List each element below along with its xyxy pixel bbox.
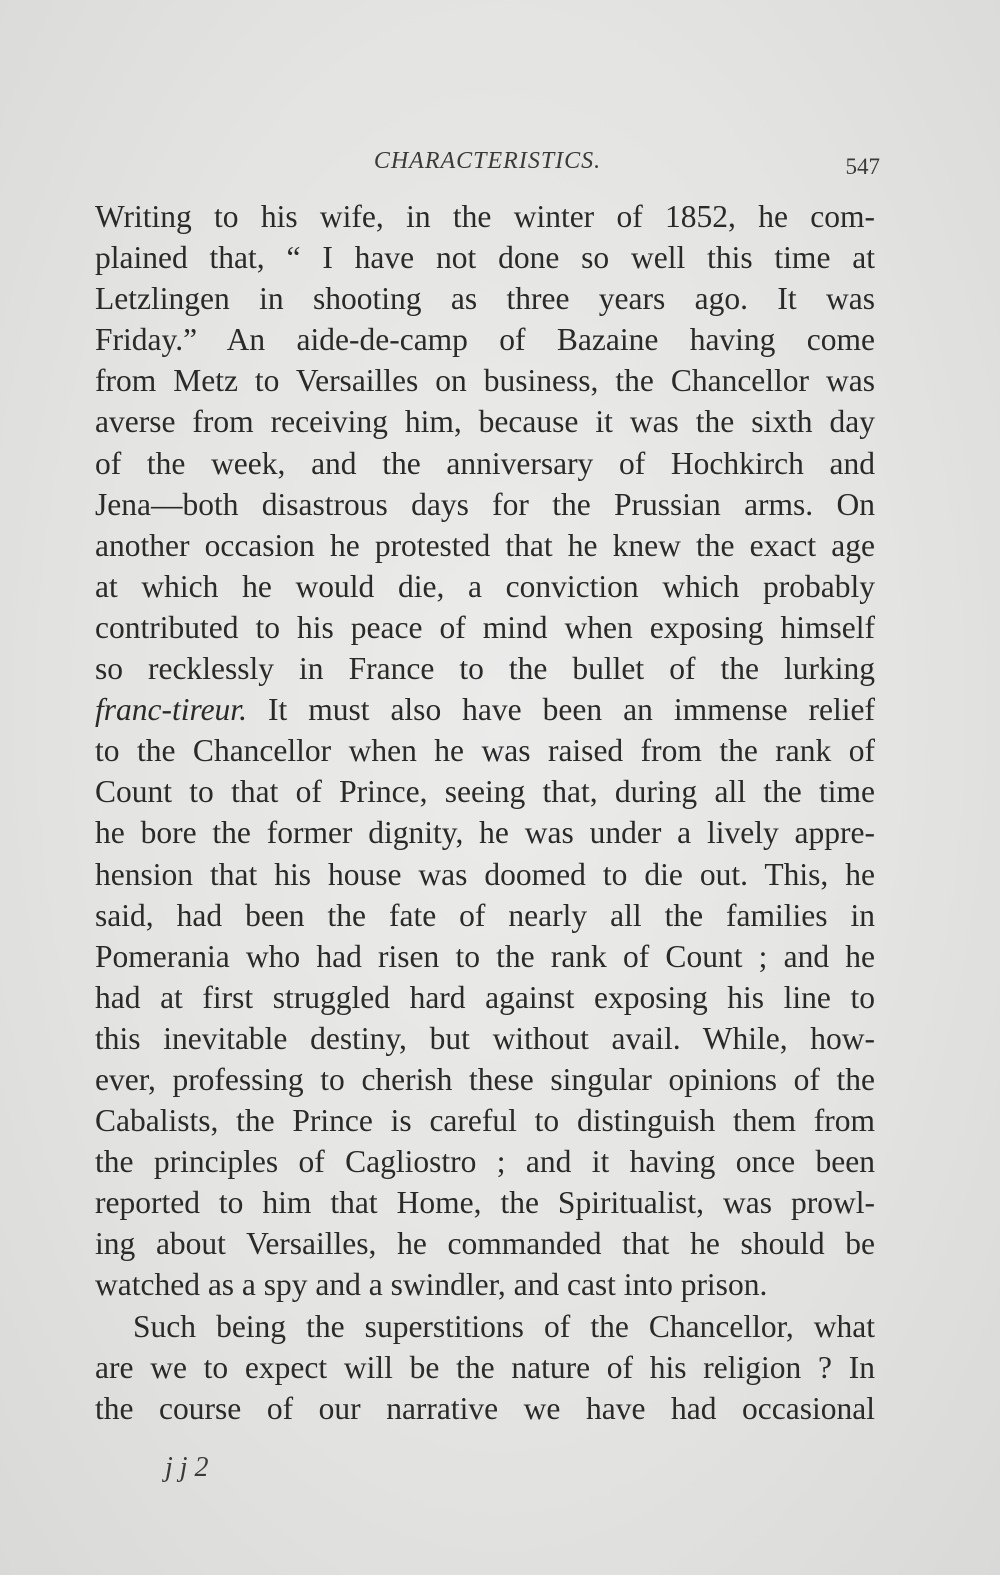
- text-line: averse from receiving him, because it was the sixth day: [95, 404, 875, 440]
- running-title: CHARACTERISTICS.: [373, 148, 602, 174]
- text-line: at which he would die, a conviction which probably: [95, 568, 875, 604]
- text-line: the principles of Cagliostro ; and it having once been: [95, 1144, 875, 1180]
- text-line: Writing to his wife, in the winter of 1852, he com-: [95, 199, 875, 234]
- text-line: Jena—both disastrous days for the Prussian arms. On: [95, 486, 875, 522]
- text-line: hension that his house was doomed to die out. This, he: [95, 856, 875, 892]
- text-line: of the week, and the anniversary of Hochkirch and: [95, 445, 875, 481]
- text-line: Pomerania who had risen to the rank of Count ; and he: [95, 938, 875, 974]
- signature-mark: j j 2: [165, 1452, 209, 1483]
- text-line: the course of our narrative we have had occasional: [95, 1390, 875, 1426]
- text-line: so recklessly in France to the bullet of the lurking: [95, 651, 875, 687]
- text-line: this inevitable destiny, but without avail. While, how-: [95, 1020, 875, 1056]
- text-line: are we to expect will be the nature of his religion ? In: [95, 1349, 875, 1385]
- page-number: 547: [845, 154, 880, 179]
- text-line-remainder: It must also have been an immense relief: [267, 692, 875, 728]
- text-line: Letzlingen in shooting as three years ago. It was: [95, 281, 875, 317]
- text-line-paragraph-end: watched as a spy and a swindler, and cast into prison.: [95, 1267, 768, 1303]
- text-line-with-italic: [95, 689, 875, 730]
- text-line: ing about Versailles, he commanded that he should be: [95, 1226, 875, 1262]
- text-line: ever, professing to cherish these singular opinions of the: [95, 1061, 875, 1097]
- body-text: [95, 196, 875, 1429]
- text-line: Cabalists, the Prince is careful to distinguish them from: [95, 1103, 875, 1139]
- text-line: he bore the former dignity, he was under a lively appre-: [95, 815, 875, 851]
- text-line: said, had been the fate of nearly all the families in: [95, 897, 875, 933]
- text-line: from Metz to Versailles on business, the Chancellor was: [95, 363, 875, 399]
- text-line-paragraph-start: Such being the superstitions of the Chancellor, what: [133, 1308, 875, 1344]
- text-line: contributed to his peace of mind when exposing himself: [95, 609, 875, 645]
- italic-phrase: franc-tireur.: [95, 692, 247, 728]
- text-line: Friday.” An aide-de-camp of Bazaine having come: [95, 322, 875, 358]
- text-line: Count to that of Prince, seeing that, during all the time: [95, 774, 875, 810]
- text-line: had at first struggled hard against exposing his line to: [95, 979, 875, 1015]
- text-line: reported to him that Home, the Spiritualist, was prowl-: [95, 1185, 875, 1221]
- text-line: to the Chancellor when he was raised from the rank of: [95, 733, 875, 769]
- text-line: plained that, “ I have not done so well this time at: [95, 240, 875, 276]
- running-head: [95, 148, 880, 188]
- text-line: another occasion he protested that he knew the exact age: [95, 527, 875, 563]
